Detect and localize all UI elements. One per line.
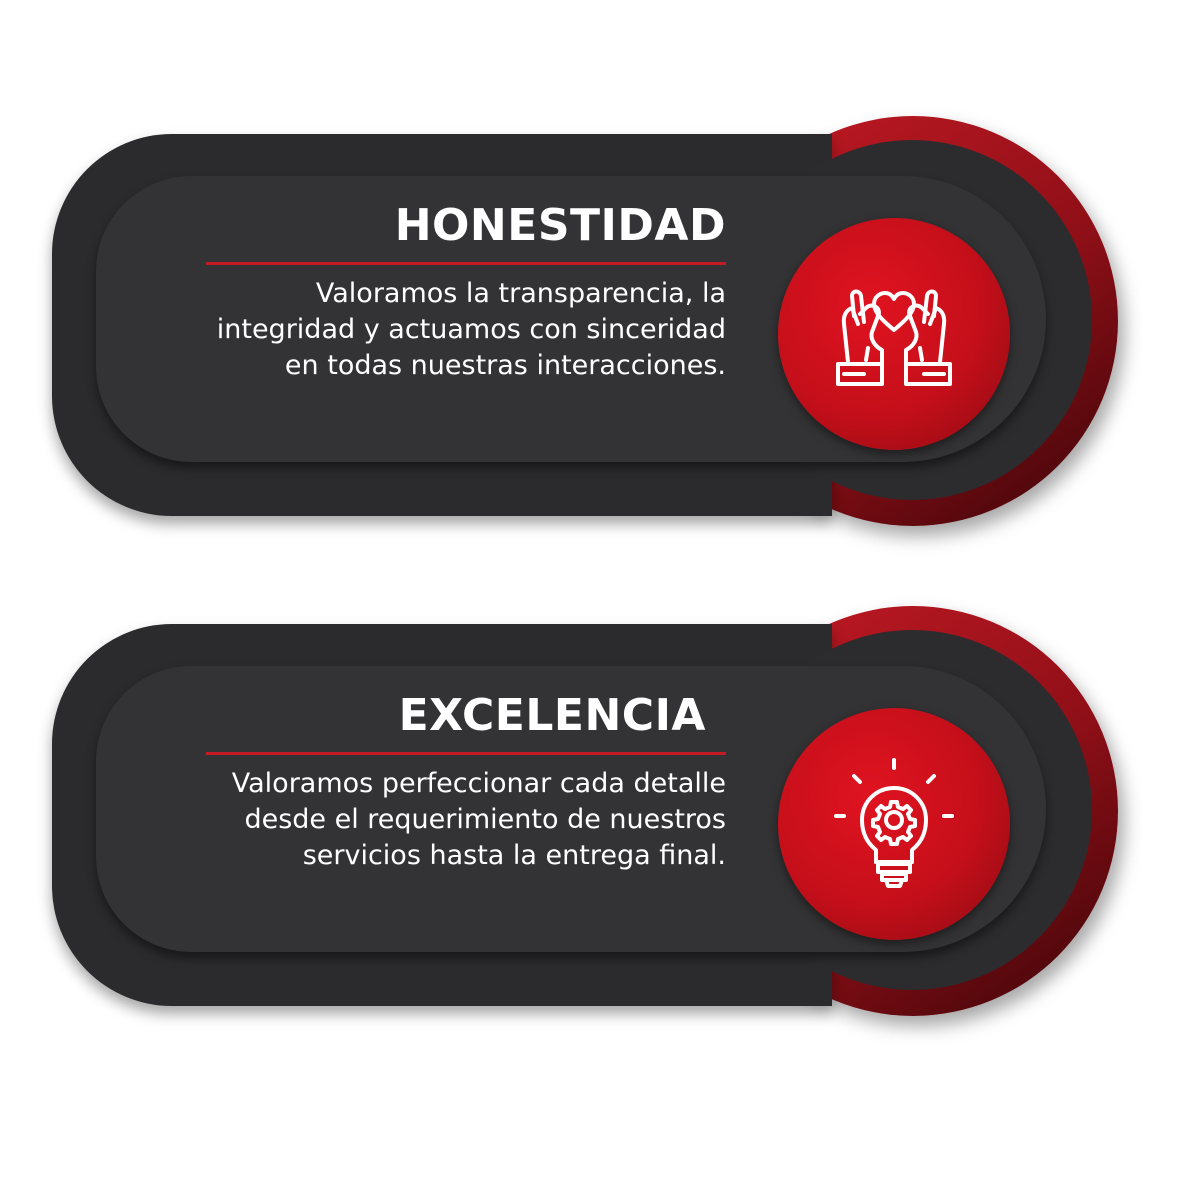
value-description: Valoramos perfeccionar cada detalle desde el requerimiento de nuestros servicios hasta la entrega final. [231,768,726,871]
value-card-honestidad [52,112,1132,532]
icon-badge [778,218,1010,450]
title-divider [206,262,726,265]
value-card-excelencia [52,602,1132,1022]
value-title: HONESTIDAD [394,200,726,251]
title-divider [206,752,726,755]
value-title: EXCELENCIA [398,690,706,741]
lightbulb-gear-icon [824,754,964,894]
value-description: Valoramos la transparencia, la integridad y actuamos con sinceridad en todas nuestras interacciones. [216,278,726,381]
hands-heart-icon [824,264,964,404]
icon-badge [778,708,1010,940]
